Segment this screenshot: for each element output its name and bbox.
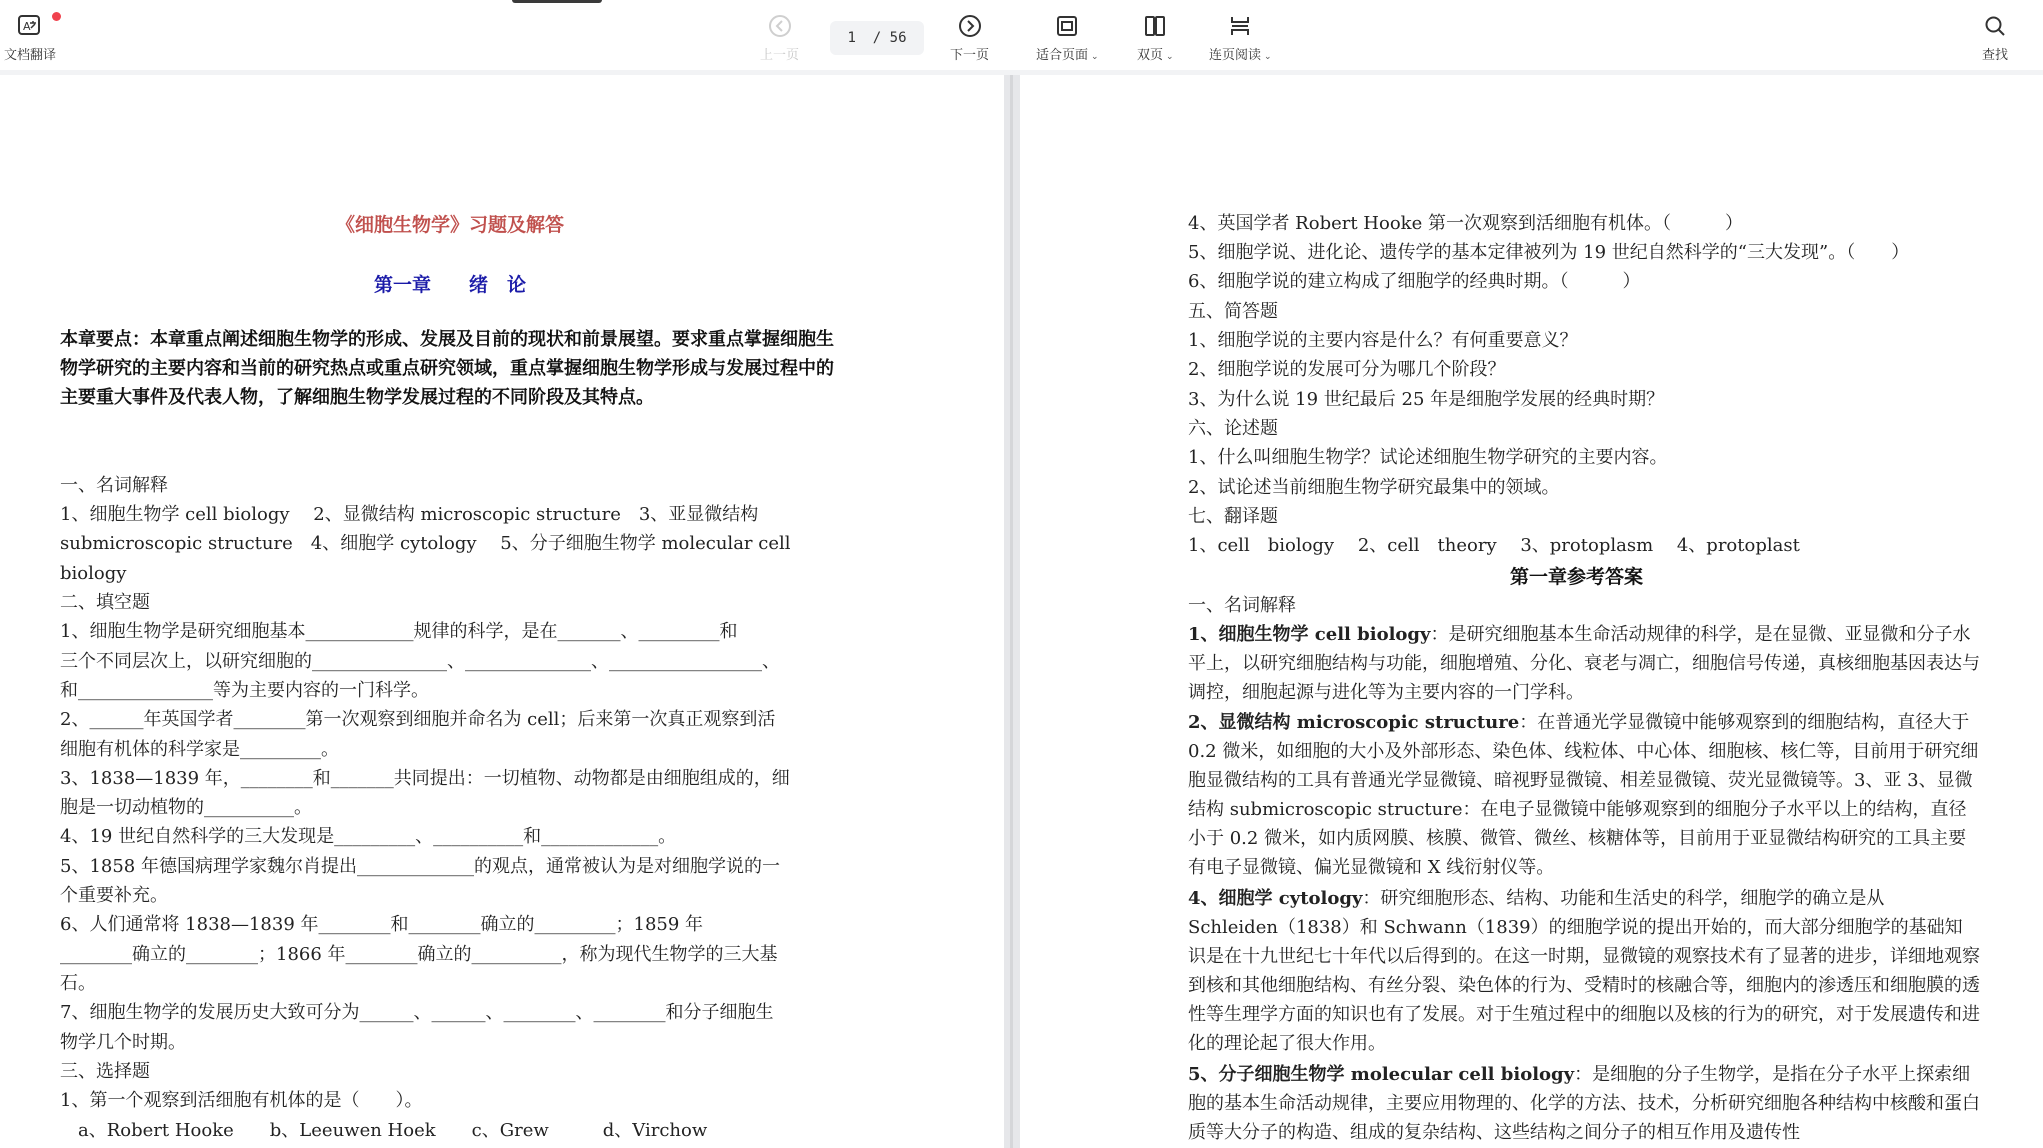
translate-icon <box>17 14 43 44</box>
document-title: 《细胞生物学》习题及解答 <box>335 214 564 236</box>
fit-page-label: 适合页面 <box>1036 48 1089 63</box>
text-line: ________确立的________；1866 年________确立的__________，称为现代生物学的三大基 <box>60 944 778 965</box>
page-divider <box>1004 75 1020 1148</box>
text-line: 4、英国学者 Robert Hooke 第一次观察到活细胞有机体。（ ） <box>1188 213 1743 234</box>
next-page-button[interactable] <box>950 14 989 63</box>
continuous-reading-button[interactable] <box>1209 14 1272 63</box>
text-line: 1、细胞生物学是研究细胞基本____________规律的科学，是在_______、_________和 <box>60 621 738 642</box>
svg-text:A: A <box>23 20 31 33</box>
section-heading: 二、填空题 <box>60 592 150 613</box>
text-line: 2、______年英国学者________第一次观察到细胞并命名为 cell；后来第一次真正观察到活 <box>60 709 776 730</box>
text-line: 1、第一个观察到活细胞有机体的是（ ）。 <box>60 1090 423 1111</box>
text-line: 2、试论述当前细胞生物学研究最集中的领域。 <box>1188 477 1560 498</box>
section-heading: 七、翻译题 <box>1188 506 1278 527</box>
translate-button[interactable] <box>4 14 56 63</box>
top-scroll-indicator <box>512 0 602 3</box>
text-line: 个重要补充。 <box>60 885 168 906</box>
text-line: 物学几个时期。 <box>60 1032 186 1053</box>
chapter-key-points: 本章要点：本章重点阐述细胞生物学的形成、发展及目前的现状和前景展望。要求重点掌握细胞生物学研究的主要内容和当前的研究热点或重点研究领域，重点掌握细胞生物学形成与发展过程中的主要重大事件及代表人物，了解细胞生物学发展过程的不同阶段及其特点。 <box>60 329 834 408</box>
section-heading: 五、简答题 <box>1188 301 1278 322</box>
text-line: 5、1858 年德国病理学家魏尔肖提出_____________的观点，通常被认为是对细胞学说的一 <box>60 856 780 877</box>
chapter-heading: 第一章 绪 论 <box>373 274 526 296</box>
answer-title: 第一章参考答案 <box>1510 566 1644 588</box>
page-total: / 56 <box>872 30 907 46</box>
text-line: 三个不同层次上，以研究细胞的_______________、______________、_________________、 <box>60 651 780 672</box>
answer-paragraph <box>1188 884 1980 1058</box>
search-icon <box>1983 14 2007 44</box>
document-page-left <box>0 75 1004 1148</box>
document-page-right <box>1020 75 2043 1148</box>
chevron-down-icon: ⌄ <box>1166 52 1174 62</box>
answer-text: ：研究细胞形态、结构、功能和生活史的科学，细胞学的确立是从 Schleiden（1838）和 Schwann（1839）的细胞学说的提出开始的，而大部分细胞学的基础知识是在十九世纪七十年代以后得到的。在这一时期，显微镜的观察技术有了显著的进步，详细地观察到核和其他细胞结构、有丝分裂、染色体的行为、受精时的核融合等，细胞内的渗透压和细胞膜的透性等生理学方面的知识也有了发展。对于生殖过程中的细胞以及核的行为的研究，对于发展遗传和进化的理论起了很大作用。 <box>1188 888 1980 1054</box>
answer-term: 2、显微结构 microscopic structure <box>1188 712 1520 733</box>
search-button[interactable] <box>1982 14 2008 63</box>
answer-paragraph <box>1188 1060 1980 1147</box>
text-line: 1、什么叫细胞生物学？试论述细胞生物学研究的主要内容。 <box>1188 447 1668 468</box>
answer-paragraph <box>1188 708 1980 882</box>
notification-dot <box>52 12 61 21</box>
next-arrow-icon <box>958 14 982 44</box>
page-number-box[interactable] <box>830 21 924 55</box>
fit-page-button[interactable] <box>1036 14 1099 63</box>
text-line: 5、细胞学说、进化论、遗传学的基本定律被列为 19 世纪自然科学的“三大发现”。（ ） <box>1188 242 1910 263</box>
double-page-button[interactable] <box>1137 14 1174 63</box>
next-page-label: 下一页 <box>950 48 990 63</box>
double-page-icon <box>1143 14 1167 44</box>
text-line: 6、细胞学说的建立构成了细胞学的经典时期。（ ） <box>1188 271 1641 292</box>
text-line: 细胞有机体的科学家是_________。 <box>60 739 339 760</box>
prev-page-button[interactable] <box>760 14 799 63</box>
section-heading: 六、论述题 <box>1188 418 1278 439</box>
fit-page-icon <box>1055 14 1079 44</box>
text-line: 和_______________等为主要内容的一门科学。 <box>60 680 429 701</box>
answer-term: 5、分子细胞生物学 molecular cell biology <box>1188 1064 1575 1085</box>
text-line: submicroscopic structure 4、细胞学 cytology 5、分子细胞生物学 molecular cell <box>60 533 791 554</box>
double-page-label: 双页 <box>1137 48 1164 63</box>
section-heading: 三、选择题 <box>60 1061 150 1082</box>
text-line: a、Robert Hooke b、Leeuwen Hoek c、Grew d、Virchow <box>60 1120 708 1141</box>
answer-term: 1、细胞生物学 cell biology <box>1188 624 1431 645</box>
text-line: 1、细胞学说的主要内容是什么？有何重要意义？ <box>1188 330 1578 351</box>
text-line: 4、19 世纪自然科学的三大发现是_________、__________和_____________。 <box>60 826 677 847</box>
page-current[interactable]: 1 <box>847 30 856 46</box>
toolbar <box>0 0 2043 70</box>
text-line: 6、人们通常将 1838—1839 年________和________确立的_________；1859 年 <box>60 914 704 935</box>
answer-paragraph <box>1188 620 1980 707</box>
text-line: 3、1838—1839 年，________和_______共同提出：一切植物、动物都是由细胞组成的，细 <box>60 768 790 789</box>
section-heading: 一、名词解释 <box>1188 595 1296 616</box>
answer-text: ：在普通光学显微镜中能够观察到的细胞结构，直径大于 0.2 微米，如细胞的大小及外部形态、染色体、线粒体、中心体、细胞核、核仁等，目前用于研究细胞显微结构的工具有普通光学显微镜、暗视野显微镜、相差显微镜、荧光显微镜等。3、亚 3、显微结构 submicroscopic structure：在电子显微镜中能够观察到的细胞分子水平以上的结构，直径小于 0.2 微米，如内质网膜、核膜、微管、微丝、核糖体等，目前用于亚显微结构研究的工具主要有电子显微镜、偏光显微镜和 X 线衍射仪等。 <box>1188 712 1979 878</box>
translate-label: 文档翻译 <box>4 48 57 63</box>
continuous-reading-label: 连页阅读 <box>1209 48 1262 63</box>
text-line: 7、细胞生物学的发展历史大致可分为______、______、________、________和分子细胞生 <box>60 1002 774 1023</box>
search-label: 查找 <box>1982 48 2009 63</box>
continuous-scroll-icon <box>1228 14 1252 44</box>
answer-term: 4、细胞学 cytology <box>1188 888 1363 909</box>
text-line: 2、细胞学说的发展可分为哪几个阶段？ <box>1188 359 1506 380</box>
section-heading: 一、名词解释 <box>60 475 168 496</box>
chevron-down-icon: ⌄ <box>1264 52 1272 62</box>
prev-page-label: 上一页 <box>760 48 800 63</box>
answer-text: ：是研究细胞基本生命活动规律的科学，是在显微、亚显微和分子水平上，以研究细胞结构与功能，细胞增殖、分化、衰老与凋亡，细胞信号传递，真核细胞基因表达与调控，细胞起源与进化等为主要内容的一门学科。 <box>1188 624 1980 703</box>
text-line: 胞是一切动植物的__________。 <box>60 797 312 818</box>
text-line: 1、细胞生物学 cell biology 2、显微结构 microscopic structure 3、亚显微结构 <box>60 504 759 525</box>
chevron-down-icon: ⌄ <box>1091 52 1099 62</box>
prev-arrow-icon <box>768 14 792 44</box>
text-line: 3、为什么说 19 世纪最后 25 年是细胞学发展的经典时期？ <box>1188 389 1665 410</box>
text-line: 1、cell biology 2、cell theory 3、protoplasm 4、protoplast <box>1188 535 1800 556</box>
text-line: biology <box>60 563 127 584</box>
answer-text: ：是细胞的分子生物学，是指在分子水平上探索细胞的基本生命活动规律，主要应用物理的、化学的方法、技术，分析研究细胞各种结构中核酸和蛋白质等大分子的构造、组成的复杂结构、这些结构之间分子的相互作用及遗传性 <box>1188 1064 1980 1143</box>
text-line: 石。 <box>60 973 96 994</box>
